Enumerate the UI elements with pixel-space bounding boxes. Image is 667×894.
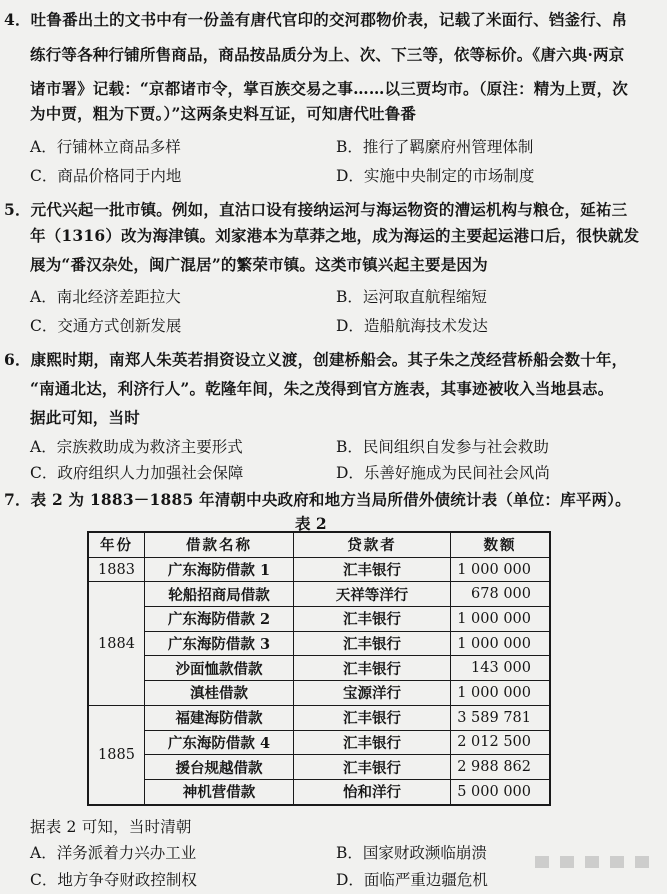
watermark-blur	[535, 856, 549, 868]
table-caption: 表 2	[295, 514, 327, 533]
loan-name-cell: 援台规越借款	[145, 755, 294, 780]
q4-option-a: A．行铺林立商品多样	[30, 138, 181, 156]
q7-line-1: 7．表 2 为 1883－1885 年清朝中央政府和地方当局所借外债统计表（单位：库平两）。	[4, 490, 631, 509]
q6-option-d: D．乐善好施成为民间社会风尚	[336, 464, 550, 482]
loan-name-cell: 广东海防借款 4	[145, 730, 294, 755]
lender-cell: 汇丰银行	[294, 631, 451, 656]
q5-line-3: 展为“番汉杂处，闽广混居”的繁荣市镇。这类市镇兴起主要是因为	[30, 255, 488, 274]
q7-conclusion: 据表 2 可知，当时清朝	[30, 818, 192, 836]
year-cell: 1883	[88, 557, 145, 582]
loan-name-cell: 福建海防借款	[145, 705, 294, 730]
q6-option-c: C．政府组织人力加强社会保障	[30, 464, 244, 482]
lender-cell: 汇丰银行	[294, 705, 451, 730]
table-row	[88, 557, 550, 582]
loan-name-cell: 神机营借款	[145, 779, 294, 804]
loan-name-cell: 广东海防借款 2	[145, 607, 294, 632]
amount-cell: 1 000 000	[451, 557, 551, 582]
q4-line-1: 4．吐鲁番出土的文书中有一份盖有唐代官印的交河郡物价表，记载了米面行、铛釜行、帛	[4, 10, 628, 29]
loan-table	[87, 531, 551, 806]
q4-option-c: C．商品价格同于内地	[30, 167, 182, 185]
lender-cell: 宝源洋行	[294, 681, 451, 706]
loan-name-cell: 沙面恤款借款	[145, 656, 294, 681]
watermark-blur	[560, 856, 574, 868]
amount-cell: 143 000	[451, 656, 551, 681]
loan-name-cell: 广东海防借款 3	[145, 631, 294, 656]
q6-option-a: A．宗族救助成为救济主要形式	[30, 438, 243, 456]
q5-line-1: 5．元代兴起一批市镇。例如，直沽口设有接纳运河与海运物资的漕运机构与粮仓，延祐三	[4, 200, 628, 219]
amount-cell: 2 012 500	[451, 730, 551, 755]
lender-cell: 汇丰银行	[294, 730, 451, 755]
year-cell: 1884	[88, 582, 145, 705]
amount-cell: 3 589 781	[451, 705, 551, 730]
table-row	[88, 730, 550, 755]
q7-option-c: C．地方争夺财政控制权	[30, 871, 197, 889]
q4-option-b: B．推行了羁縻府州管理体制	[336, 138, 534, 156]
loan-name-cell: 轮船招商局借款	[145, 582, 294, 607]
watermark-blur	[635, 856, 649, 868]
q4-line-2: 练行等各种行铺所售商品，商品按品质分为上、次、下三等，依等标价。《唐六典·两京	[30, 45, 625, 64]
amount-cell: 1 000 000	[451, 631, 551, 656]
q6-line-2: “南通北达，利济行人”。乾隆年间，朱之茂得到官方旌表，其事迹被收入当地县志。	[30, 379, 614, 398]
watermark-blur	[585, 856, 599, 868]
amount-cell: 1 000 000	[451, 607, 551, 632]
lender-cell: 汇丰银行	[294, 656, 451, 681]
amount-cell: 2 988 862	[451, 755, 551, 780]
q6-line-3: 据此可知，当时	[30, 408, 140, 427]
lender-cell: 怡和洋行	[294, 779, 451, 804]
q4-option-d: D．实施中央制定的市场制度	[336, 167, 535, 185]
q6-line-1: 6．康熙时期，南郑人朱英若捐资设立义渡，创建桥船会。其子朱之茂经营桥船会数十年，	[4, 350, 628, 369]
lender-cell: 汇丰银行	[294, 557, 451, 582]
year-cell: 1885	[88, 705, 145, 804]
q4-line-3: 诸市署》记载：“京都诸市令，掌百族交易之事……以三贾均市。（原注：精为上贾，次	[30, 79, 628, 98]
q6-option-b: B．民间组织自发参与社会救助	[336, 438, 549, 456]
table-row	[88, 656, 550, 681]
header-amount: 数额	[451, 532, 551, 557]
q5-option-d: D．造船航海技术发达	[336, 317, 488, 335]
table-header-row	[88, 532, 550, 557]
table-row	[88, 582, 550, 607]
table-row	[88, 681, 550, 706]
q7-option-b: B．国家财政濒临崩溃	[336, 844, 487, 862]
q7-option-a: A．洋务派着力兴办工业	[30, 844, 197, 862]
table-row	[88, 705, 550, 730]
header-lender: 贷款者	[294, 532, 451, 557]
lender-cell: 汇丰银行	[294, 607, 451, 632]
amount-cell: 5 000 000	[451, 779, 551, 804]
q5-option-b: B．运河取直航程缩短	[336, 288, 487, 306]
amount-cell: 1 000 000	[451, 681, 551, 706]
header-year: 年份	[88, 532, 145, 557]
table-row	[88, 607, 550, 632]
lender-cell: 天祥等洋行	[294, 582, 451, 607]
loan-name-cell: 滇桂借款	[145, 681, 294, 706]
loan-name-cell: 广东海防借款 1	[145, 557, 294, 582]
q7-option-d: D．面临严重边疆危机	[336, 871, 488, 889]
q4-line-4: 为中贾，粗为下贾。）”这两条史料互证，可知唐代吐鲁番	[30, 104, 417, 123]
q5-line-2: 年（1316）改为海津镇。刘家港本为草莽之地，成为海运的主要起运港口后，很快就发	[30, 226, 640, 245]
q5-option-a: A．南北经济差距拉大	[30, 288, 181, 306]
table-row	[88, 631, 550, 656]
header-loan-name: 借款名称	[145, 532, 294, 557]
lender-cell: 汇丰银行	[294, 755, 451, 780]
watermark-blur	[610, 856, 624, 868]
q5-option-c: C．交通方式创新发展	[30, 317, 182, 335]
table-row	[88, 779, 550, 804]
table-row	[88, 755, 550, 780]
amount-cell: 678 000	[451, 582, 551, 607]
